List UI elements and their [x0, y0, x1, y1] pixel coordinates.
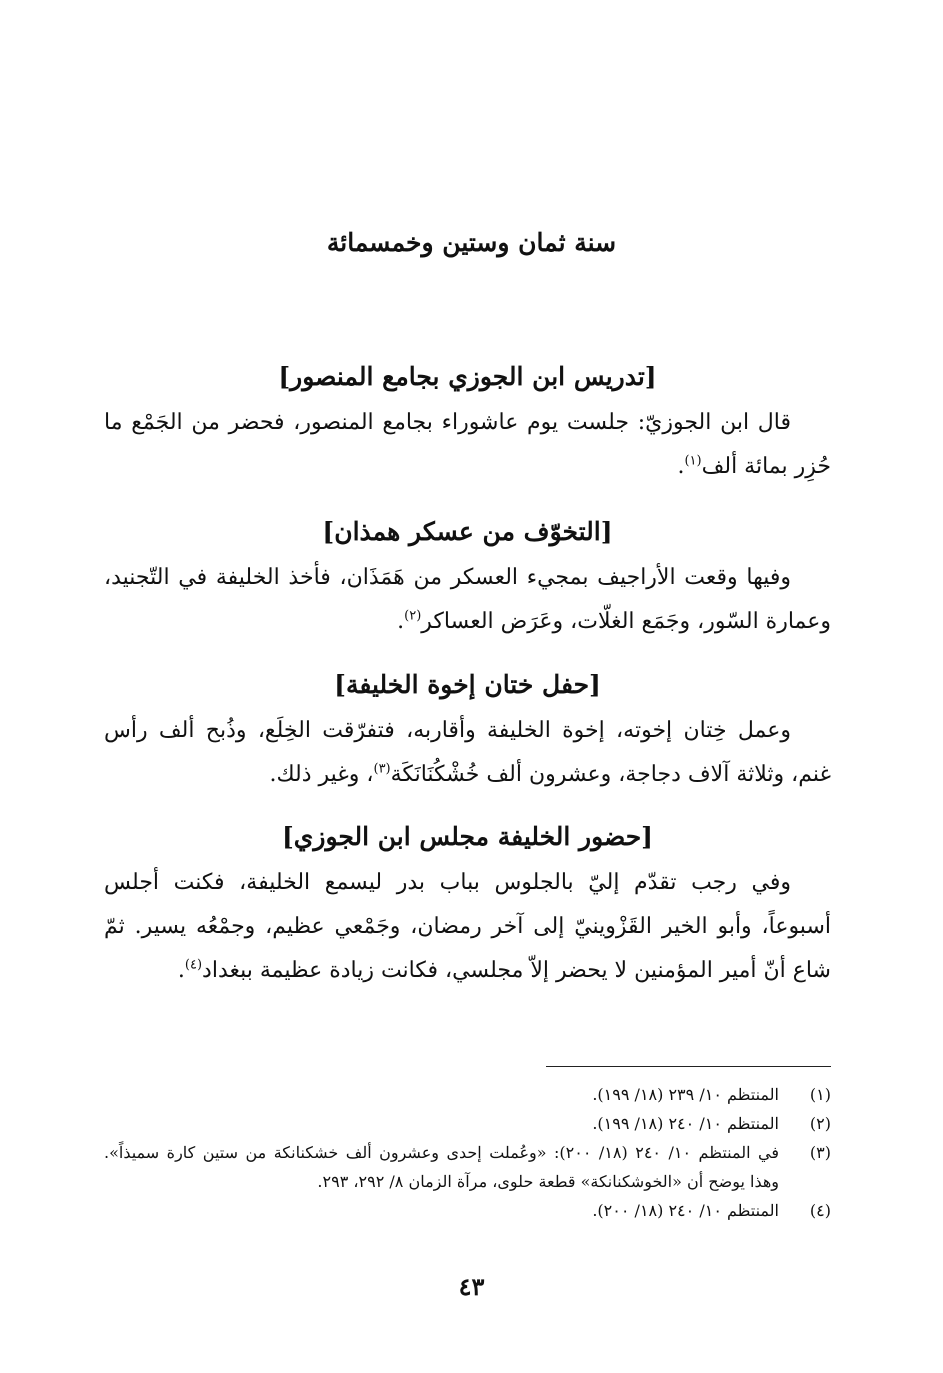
footnote-ref[interactable]: (١) — [684, 453, 702, 469]
footnote-item — [104, 1080, 831, 1109]
section-heading: [تدريس ابن الجوزي بجامع المنصور] — [278, 362, 657, 391]
section-body — [104, 556, 831, 644]
footnote-number: (١) — [809, 1085, 831, 1104]
section-text-tail: . — [397, 609, 405, 634]
footnote-number: (٣) — [809, 1143, 831, 1162]
footnote-number: (٢) — [809, 1114, 831, 1133]
section-heading: [التخوّف من عسكر همذان] — [322, 517, 613, 546]
page-number: ٤٣ — [458, 1272, 485, 1301]
chapter-title: سنة ثمان وستين وخمسمائة — [326, 228, 617, 257]
footnote-divider — [546, 1066, 831, 1067]
footnotes — [104, 1080, 831, 1225]
section-body — [104, 861, 831, 993]
footnote-ref[interactable]: (٣) — [373, 761, 391, 777]
section-text: وفي رجب تقدّم إليّ بالجلوس بباب بدر ليسمع الخليفة، فكنت أجلس أسبوعاً، وأبو الخير القَزْوينيّ إلى آخر رمضان، وجَمْعي عظيم، وجمْعُه يسير. ثمّ شاع أنّ أمير المؤمنين لا يحضر إلاّ مجلسي، فكانت زيادة عظيمة ببغداد — [104, 870, 831, 983]
section-body — [104, 709, 831, 797]
footnote-ref[interactable]: (٤) — [184, 957, 203, 973]
section-ibn-jawzi-teaching — [104, 362, 831, 489]
section-text-tail: . — [177, 958, 185, 983]
footnote-item — [104, 1109, 831, 1138]
footnote-item — [104, 1196, 831, 1225]
section-text: وفيها وقعت الأراجيف بمجيء العسكر من هَمَذَان، فأخذ الخليفة في التّجنيد، وعمارة السّور، وجَمَع الغلّات، وعَرَض العساكر — [104, 565, 831, 634]
footnote-number: (٤) — [809, 1201, 831, 1220]
footnote-text: المنتظم ١٠/ ٢٤٠ (١٨/ ٢٠٠). — [592, 1201, 779, 1220]
section-heading: [حضور الخليفة مجلس ابن الجوزي] — [281, 822, 654, 851]
footnote-text: المنتظم ١٠/ ٢٤٠ (١٨/ ١٩٩). — [592, 1114, 779, 1133]
footnote-item — [104, 1138, 831, 1196]
footnote-text: في المنتظم ١٠/ ٢٤٠ (١٨/ ٢٠٠): «وعُملت إحدى وعشرون ألف خشكنانكة من ستين كارة سميذاً». وهذا يوضح أن «الخوشكنانكة» قطعة حلوى، مرآة الزمان ٨/ ٢٩٢، ٢٩٣. — [104, 1143, 780, 1191]
section-caliph-attendance — [104, 822, 831, 993]
section-hamadan-fear — [104, 517, 831, 644]
section-text: وعمل خِتان إخوته، إخوة الخليفة وأقاربه، فتفرّقت الخِلَع، وذُبح ألف رأس غنم، وثلاثة آلاف دجاجة، وعشرون ألف خُشْكُنَانَكَة — [104, 718, 831, 787]
section-text-tail: ، وغير ذلك. — [269, 762, 374, 787]
section-text: قال ابن الجوزيّ: جلست يوم عاشوراء بجامع المنصور، فحضر من الجَمْع ما حُزِر بمائة ألف — [104, 410, 831, 479]
footnote-text: المنتظم ١٠/ ٢٣٩ (١٨/ ١٩٩). — [592, 1085, 779, 1104]
section-body — [104, 401, 831, 489]
section-heading: [حفل ختان إخوة الخليفة] — [334, 670, 601, 699]
section-text-tail: . — [677, 454, 685, 479]
footnote-ref[interactable]: (٢) — [404, 608, 422, 624]
section-circumcision-celebration — [104, 670, 831, 797]
